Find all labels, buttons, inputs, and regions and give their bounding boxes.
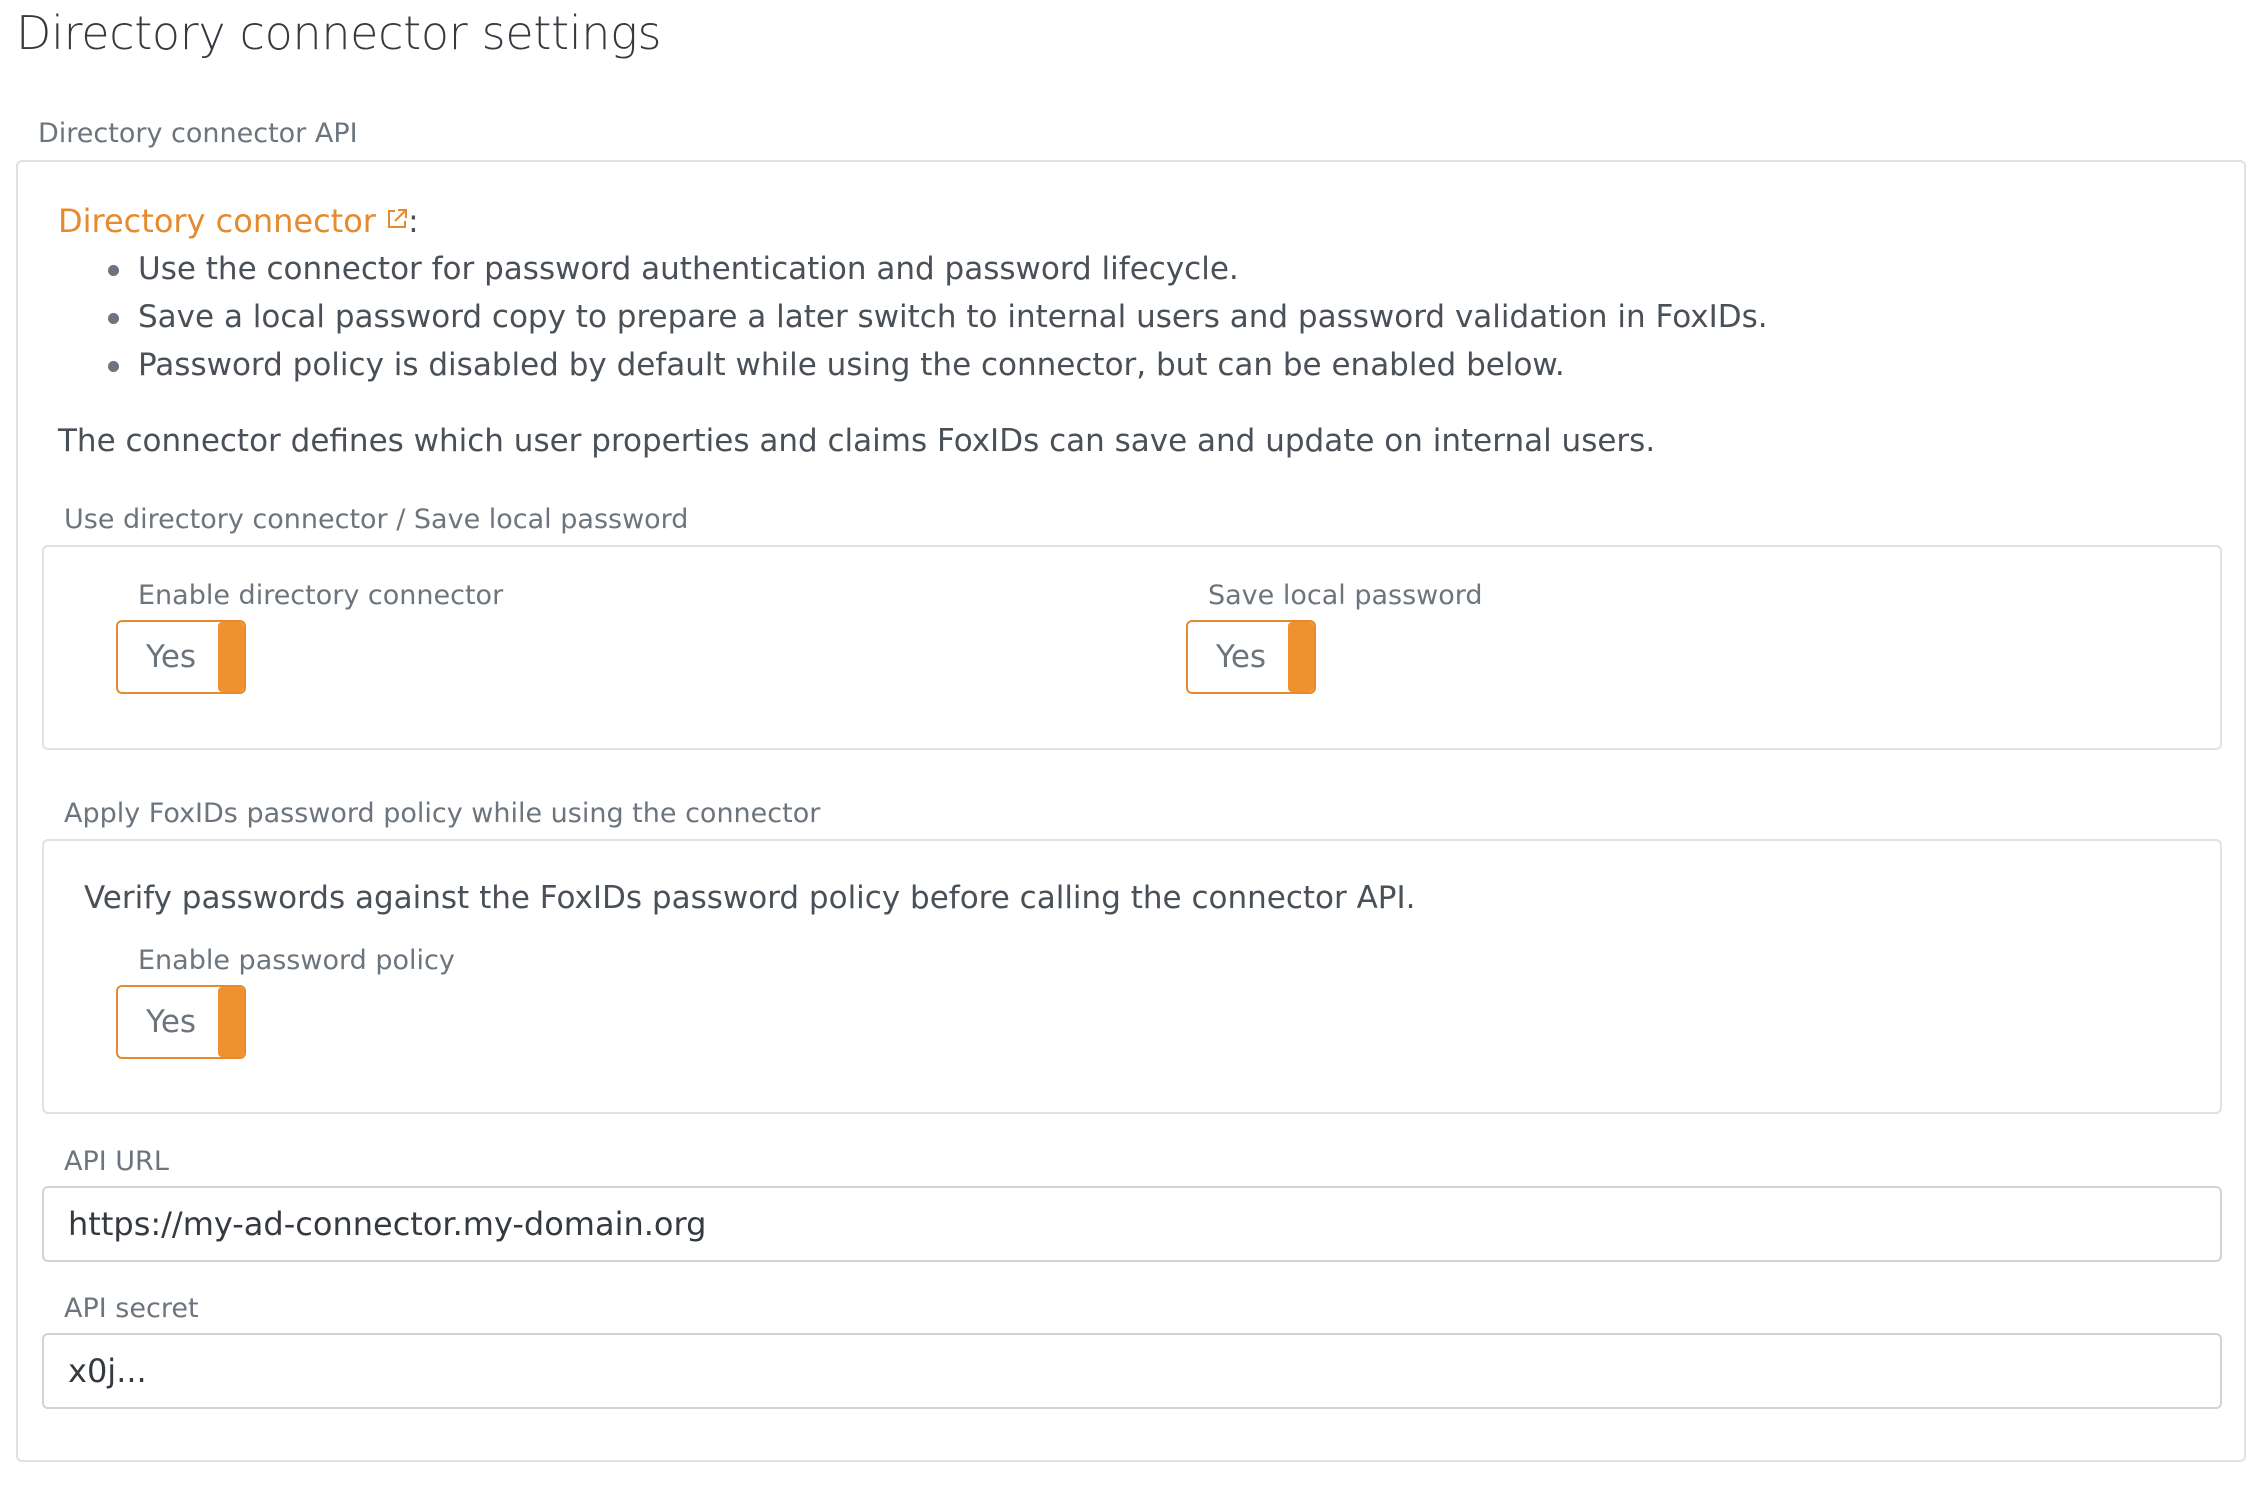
api-secret-input[interactable]: x0j...: [42, 1333, 2222, 1409]
api-url-input[interactable]: https://my-ad-connector.my-domain.org: [42, 1186, 2222, 1262]
enable-policy-label: Enable password policy: [138, 945, 455, 976]
directory-connector-link[interactable]: [58, 200, 419, 240]
toggle-value: Yes: [146, 1004, 197, 1040]
external-link-icon: [386, 200, 408, 222]
connector-description: The connector defines which user properties and claims FoxIDs can save and update on internal users.: [58, 423, 1656, 459]
api-section-label: Directory connector API: [38, 118, 358, 149]
enable-connector-toggle[interactable]: [116, 620, 246, 694]
save-local-password-toggle[interactable]: [1186, 620, 1316, 694]
api-url-label: API URL: [64, 1146, 169, 1177]
toggle-knob: [1288, 622, 1314, 692]
toggle-value: Yes: [1216, 639, 1267, 675]
api-secret-label: API secret: [64, 1293, 199, 1324]
page-title: Directory connector settings: [16, 6, 662, 60]
list-item: Save a local password copy to prepare a later switch to internal users and password validation in FoxIDs.: [104, 293, 1768, 341]
use-connector-group-frame: [42, 545, 2222, 750]
enable-policy-toggle[interactable]: [116, 985, 246, 1059]
policy-group-label: Apply FoxIDs password policy while using the connector: [64, 798, 821, 829]
toggle-knob: [218, 987, 244, 1057]
directory-connector-link-text[interactable]: Directory connector: [58, 202, 376, 240]
list-item: Password policy is disabled by default while using the connector, but can be enabled below.: [104, 341, 1768, 389]
use-connector-group-label: Use directory connector / Save local password: [64, 504, 689, 535]
save-local-password-label: Save local password: [1208, 580, 1483, 611]
toggle-knob: [218, 622, 244, 692]
policy-description: Verify passwords against the FoxIDs password policy before calling the connector API.: [84, 880, 1416, 916]
link-colon: :: [407, 202, 419, 240]
list-item: Use the connector for password authentication and password lifecycle.: [104, 245, 1768, 293]
toggle-value: Yes: [146, 639, 197, 675]
enable-connector-label: Enable directory connector: [138, 580, 504, 611]
connector-feature-list: [104, 245, 1768, 389]
